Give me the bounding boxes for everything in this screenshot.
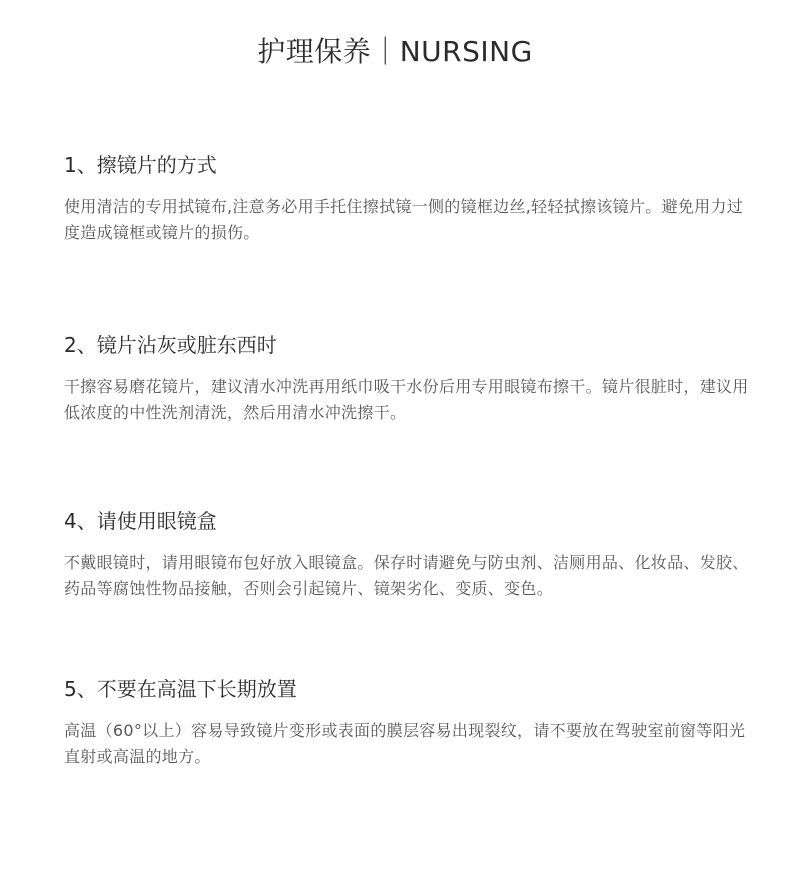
section-heading: 4、请使用眼镜盒	[64, 509, 217, 533]
section-wiping-lens	[64, 150, 754, 246]
section-body: 高温（60°以上）容易导致镜片变形或表面的膜层容易出现裂纹，请不要放在驾驶室前窗等阳光直射或高温的地方。	[64, 721, 746, 766]
section-body: 不戴眼镜时，请用眼镜布包好放入眼镜盒。保存时请避免与防虫剂、洁厕用品、化妆品、发胶、药品等腐蚀性物品接触，否则会引起镜片、镜架劣化、变质、变色。	[64, 553, 749, 598]
section-dusty-lens	[64, 330, 754, 426]
page-title: 护理保养｜NURSING	[257, 35, 533, 68]
section-glasses-case	[64, 506, 754, 602]
section-body: 使用清洁的专用拭镜布,注意务必用手托住擦拭镜一侧的镜框边丝,轻轻拭擦该镜片。避免用力过度造成镜框或镜片的损伤。	[64, 197, 744, 242]
section-high-temperature	[64, 674, 754, 770]
section-heading: 1、擦镜片的方式	[64, 153, 217, 177]
section-body: 干擦容易磨花镜片，建议清水冲洗再用纸巾吸干水份后用专用眼镜布擦干。镜片很脏时，建议用低浓度的中性洗剂清洗，然后用清水冲洗擦干。	[64, 377, 749, 422]
section-heading: 2、镜片沾灰或脏东西时	[64, 333, 277, 357]
section-heading: 5、不要在高温下长期放置	[64, 677, 297, 701]
